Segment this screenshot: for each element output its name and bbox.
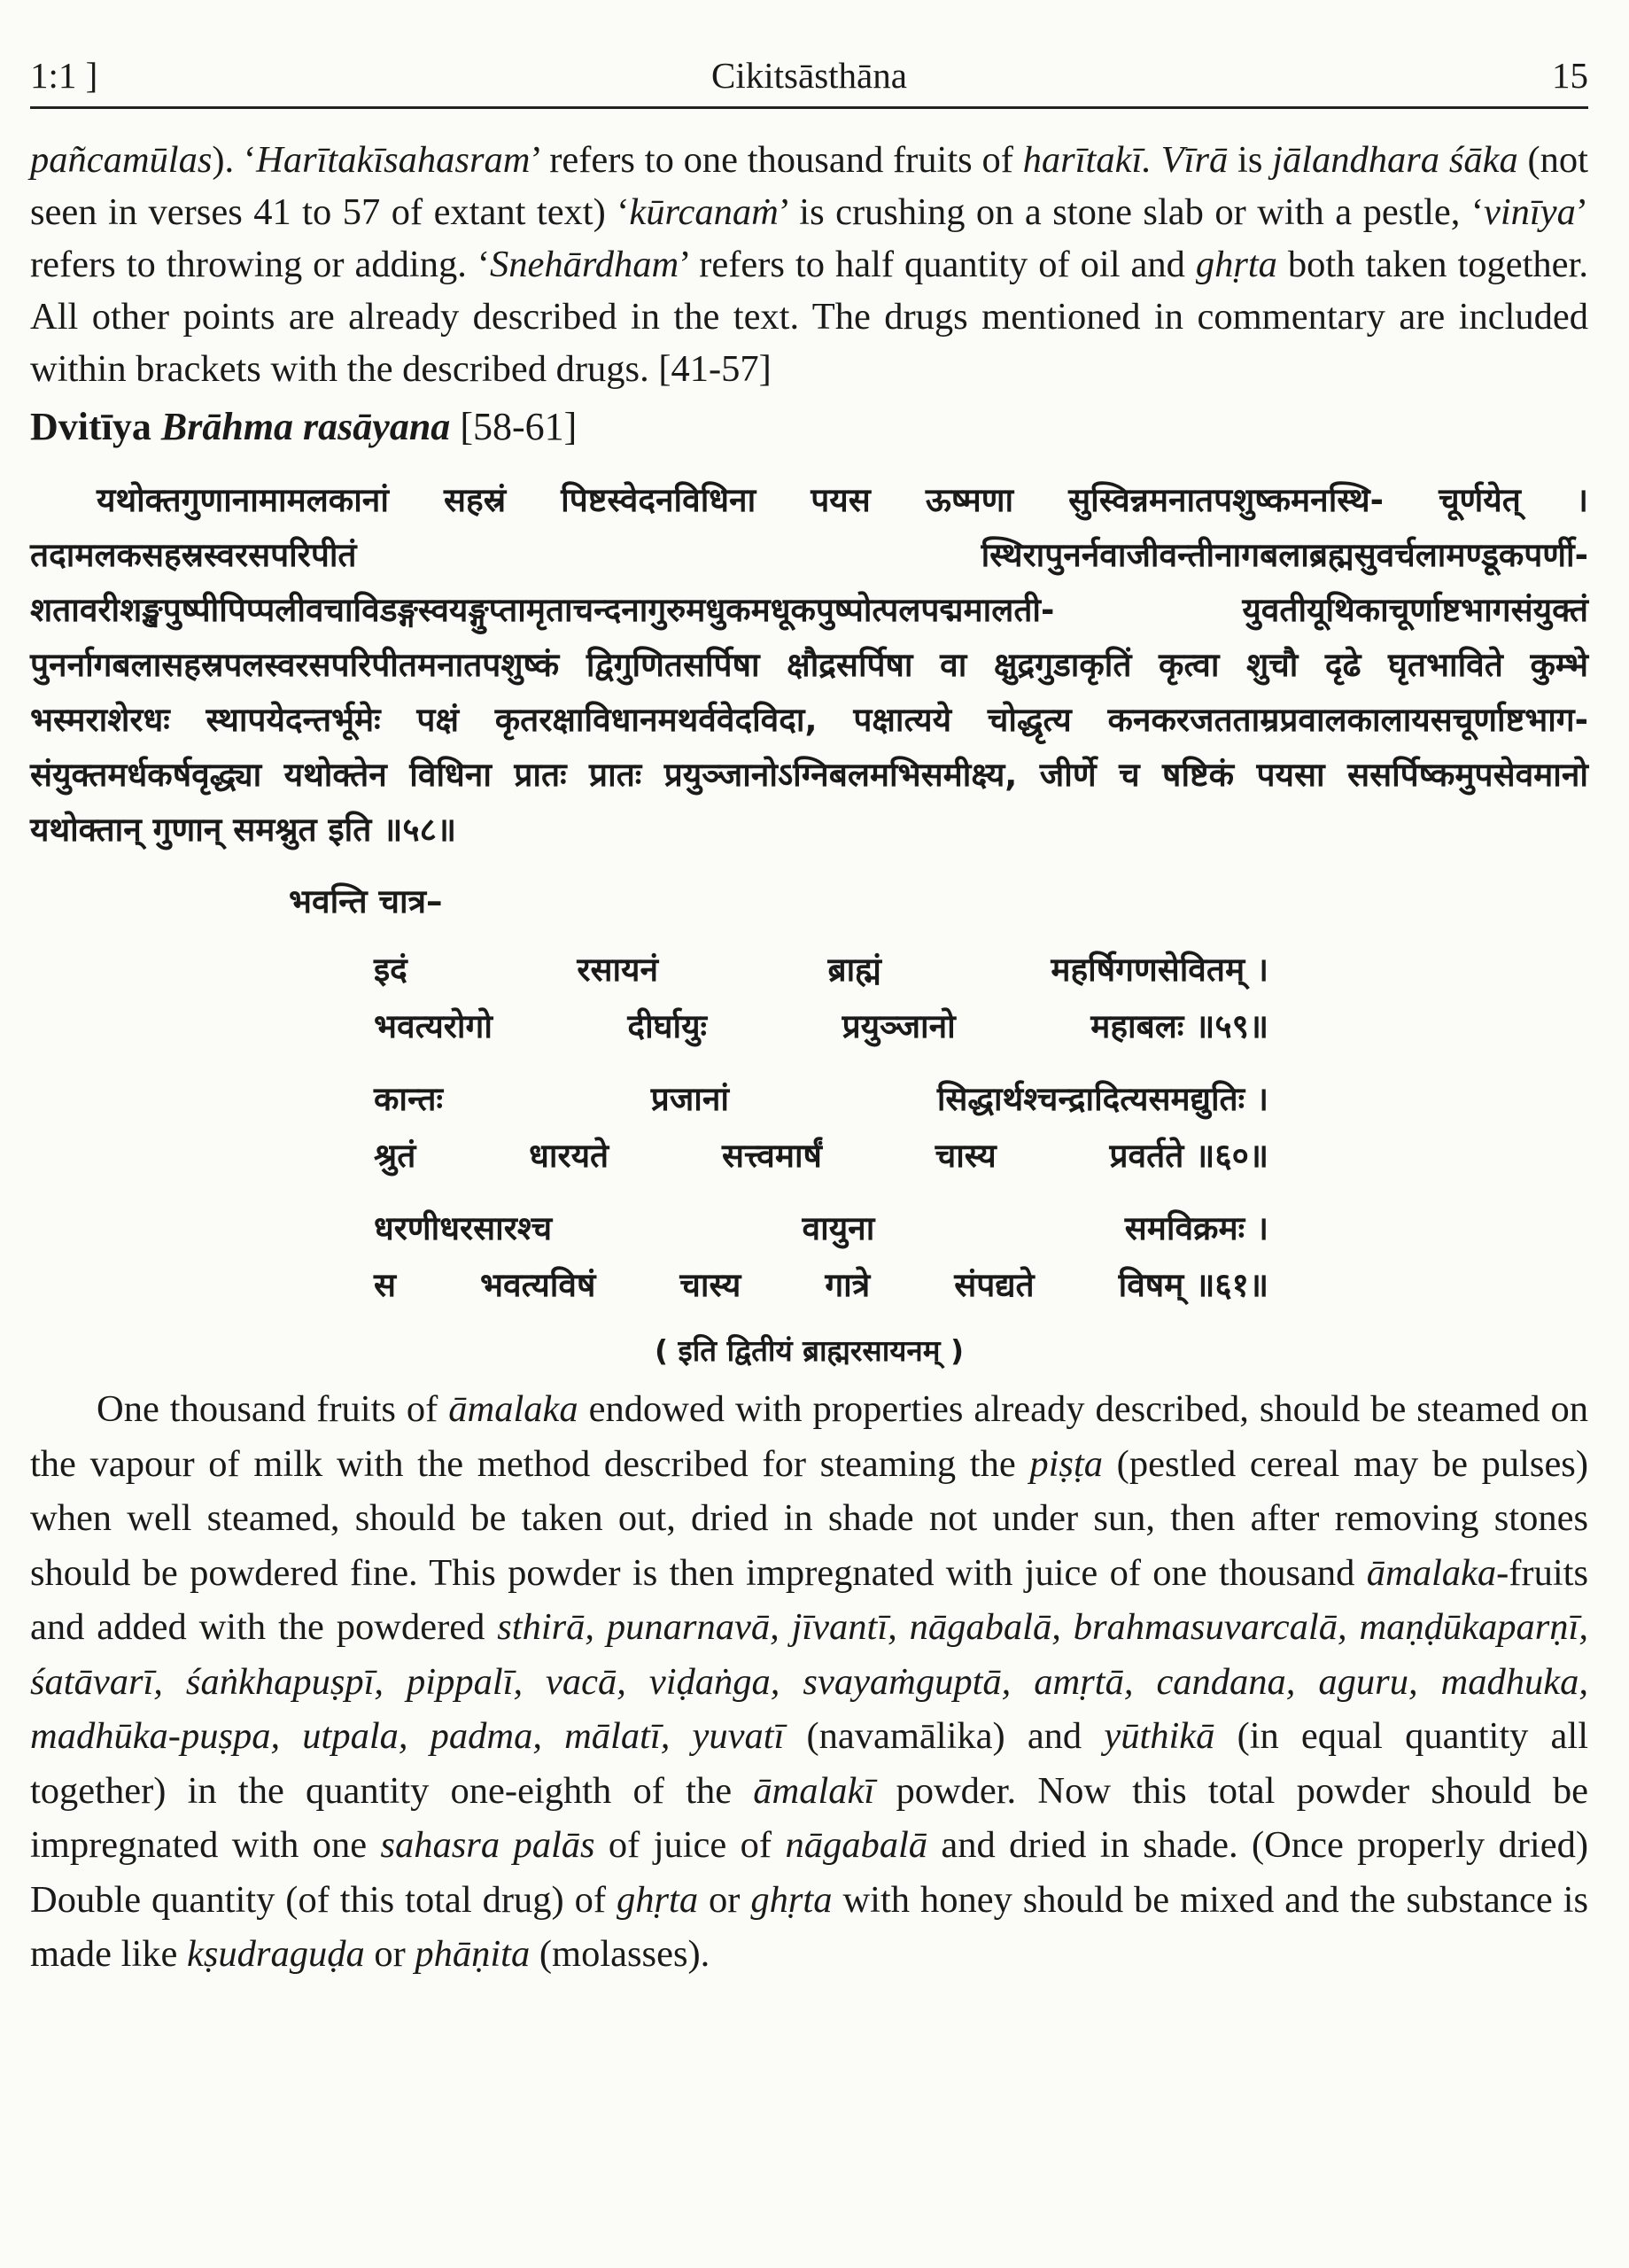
italic-term: sthirā, punarnavā, jīvantī, nāgabalā, brahmasuvarcalā, maṇḍūkaparṇī, śatāvarī, śaṅkhapuṣpī, pippalī, vacā, viḍaṅga, svayaṁguptā, amṛtā, candana, aguru, madhuka, madhūka-puṣpa, utpala, padma, mālatī, yuvatī xyxy=(30,1606,1588,1757)
text-run: or xyxy=(364,1933,415,1975)
italic-term: kūrcanaṁ xyxy=(629,191,779,233)
verse-line xyxy=(374,1257,1268,1314)
verse-line xyxy=(374,1071,1268,1128)
italic-term: āmalaka xyxy=(448,1388,578,1430)
text-run: and dried in shade. (Once properly dried) Double quantity (of this total drug) of xyxy=(30,1824,1589,1921)
commentary-paragraph xyxy=(30,134,1588,395)
verse-intro: भवन्ति चात्र– xyxy=(289,882,443,920)
text-run: ’ is crushing on a stone slab or with a pestle, ‘ xyxy=(778,191,1485,233)
verse-word: रसायनं xyxy=(577,951,659,989)
verse-word: समविक्रमः । xyxy=(1124,1209,1268,1247)
verse-block xyxy=(374,942,1268,1314)
page-number: 15 xyxy=(1552,55,1588,96)
verse-word: सिद्धार्थश्चन्द्रादित्यसमद्युतिः । xyxy=(936,1080,1268,1118)
italic-term: vinīya xyxy=(1484,191,1576,233)
italic-term: Harītakīsahasram xyxy=(256,139,531,181)
text-run: powder. Now this total powder should be impregnated with one xyxy=(30,1769,1588,1866)
text-run xyxy=(1152,139,1161,181)
verse-word: श्रुतं xyxy=(374,1137,416,1175)
section-heading xyxy=(30,400,1588,454)
text-run: endowed with properties already described, should be steamed on the vapour of milk with the method described for steaming the xyxy=(30,1388,1588,1485)
heading-brahma-rasayana: Brāhma rasāyana xyxy=(160,405,451,448)
running-header xyxy=(30,44,1588,109)
italic-term: Snehārdham xyxy=(489,244,679,285)
verse-line xyxy=(374,942,1268,998)
italic-term: phāṇita xyxy=(415,1933,531,1975)
text-run: both taken together. All other points are already described in the text. The drugs mentioned in commentary are included within brackets with the described drugs. [41-57] xyxy=(30,244,1588,390)
verse-line xyxy=(374,1128,1268,1184)
text-run: (in equal quantity all together) in the quantity one-eighth of the xyxy=(30,1715,1589,1812)
text-run: (pestled cereal may be pulses) when well steamed, should be taken out, dried in shade not under sun, then after removing stones should be powdered fine. This powder is then impregnated with juice of one thousand xyxy=(30,1442,1589,1594)
text-run: of juice of xyxy=(594,1824,786,1866)
italic-term: nāgabalā xyxy=(785,1824,927,1866)
verse-word: विषम् ॥६१॥ xyxy=(1118,1266,1268,1304)
italic-term: āmalakī xyxy=(753,1769,875,1812)
verse-word: धरणीधरसारश्च xyxy=(374,1209,553,1247)
verse-word: सत्त्वमार्षं xyxy=(721,1137,822,1175)
text-run: ). ‘ xyxy=(212,139,257,181)
italic-term: yūthikā xyxy=(1104,1715,1215,1757)
verse-word: चास्य xyxy=(679,1266,741,1304)
colophon: ( इति द्वितीयं ब्राह्मरसायनम् ) xyxy=(654,1333,965,1368)
text-run: (molasses). xyxy=(530,1933,710,1975)
verse-word: धारयते xyxy=(529,1137,609,1175)
text-run: (not seen in verses 41 to 57 of extant text) ‘ xyxy=(30,139,1588,233)
verse-word: महाबलः ॥५९॥ xyxy=(1090,1007,1268,1045)
section-title: Cikitsāsthāna xyxy=(711,55,907,96)
verse-word: प्रयुञ्जानो xyxy=(842,1007,956,1045)
italic-term: ghṛta xyxy=(750,1878,833,1921)
text-run: (navamālika) and xyxy=(784,1715,1105,1757)
italic-term: kṣudraguḍa xyxy=(187,1933,365,1975)
verse-word: प्रजानां xyxy=(650,1080,729,1118)
text-run: with honey should be mixed and the substance is made like xyxy=(30,1878,1588,1975)
verse-word: स xyxy=(374,1266,397,1304)
verse-word: इदं xyxy=(374,951,407,989)
verse-word: वायुना xyxy=(802,1209,875,1247)
verse-word: कान्तः xyxy=(374,1080,443,1118)
verse-61 xyxy=(374,1200,1268,1314)
italic-term: jālandhara śāka xyxy=(1272,139,1518,181)
verse-word: चास्य xyxy=(935,1137,997,1175)
italic-term: sahasra palās xyxy=(380,1824,595,1866)
sanskrit-prose-58: यथोक्तगुणानामामलकानां सहस्रं पिष्टस्वेदनविधिना पयस ऊष्मणा सुस्विन्नमनातपशुष्कमनस्थि- चूर्णयेत् । तदामलकसहस्रस्वरसपरिपीतं स्थिरापुनर्नवाजीवन्तीनागबलाब्रह्मसुवर्चलामण्डूकपर्णी- शतावरीशङ्खपुष्पीपिप्पलीवचाविडङ्गस्वयङ्गुप्तामृताचन्दनागुरुमधुकमधूकपुष्पोत्पलपद्ममालती- युवतीयूथिकाचूर्णाष्टभागसंयुक्तं पुनर्नागबलासहस्रपलस्वरसपरिपीतमनातपशुष्कं द्विगुणितसर्पिषा क्षौद्रसर्पिषा वा क्षुद्रगुडाकृतिं कृत्वा शुचौ दृढे घृतभाविते कुम्भे भस्मराशेरधः स्थापयेदन्तर्भूमेः पक्षं कृतरक्षाविधानमथर्ववेदविदा, पक्षात्यये चोद्धृत्य कनकरजतताम्रप्रवालकालायसचूर्णाष्टभाग- संयुक्तमर्धकर्षवृद्ध्या यथोक्तेन विधिना प्रातः प्रातः प्रयुञ्जानोऽग्निबलमभिसमीक्ष्य, जीर्णे च षष्टिकं पयसा ससर्पिष्कमुपसेवमानो यथोक्तान् गुणान् समश्नुत इति ॥५८॥ xyxy=(30,481,1588,849)
italic-term: piṣṭa xyxy=(1029,1442,1104,1485)
italic-term: Vīrā xyxy=(1160,139,1229,181)
text-run: ’ refers to one thousand fruits of xyxy=(530,139,1023,181)
chapter-verse-ref: 1:1 ] xyxy=(30,55,98,96)
verse-word: संपद्यते xyxy=(954,1266,1035,1304)
translation-paragraph xyxy=(30,1382,1588,1982)
verse-word: प्रवर्तते ॥६०॥ xyxy=(1109,1137,1268,1175)
italic-term: ghṛta xyxy=(1195,244,1277,285)
text-run: is xyxy=(1228,139,1273,181)
verse-word: दीर्घायुः xyxy=(627,1007,708,1045)
text-run: -fruits and added with the powdered xyxy=(30,1551,1588,1648)
verse-word: भवत्यरोगो xyxy=(374,1007,493,1045)
verse-line xyxy=(374,1200,1268,1257)
text-run: ’ refers to half quantity of oil and xyxy=(679,244,1196,285)
verse-60 xyxy=(374,1071,1268,1184)
text-run: One thousand fruits of xyxy=(97,1388,449,1430)
italic-term: pañcamūlas xyxy=(30,139,213,181)
italic-term: harītakī. xyxy=(1022,139,1152,181)
heading-dvitiya: Dvitīya xyxy=(30,405,151,448)
italic-term: āmalaka xyxy=(1366,1551,1497,1594)
verse-59 xyxy=(374,942,1268,1055)
verse-word: गात्रे xyxy=(825,1266,871,1304)
verse-word: महर्षिगणसेवितम् । xyxy=(1051,951,1268,989)
text-run: or xyxy=(698,1878,751,1921)
text-run: ’ refers to throwing or adding. ‘ xyxy=(30,191,1589,285)
italic-term: ghṛta xyxy=(616,1878,699,1921)
verse-word: भवत्यविषं xyxy=(480,1266,596,1304)
verse-word: ब्राह्मं xyxy=(827,951,881,989)
verse-line xyxy=(374,998,1268,1055)
heading-verse-range: [58-61] xyxy=(460,405,578,448)
